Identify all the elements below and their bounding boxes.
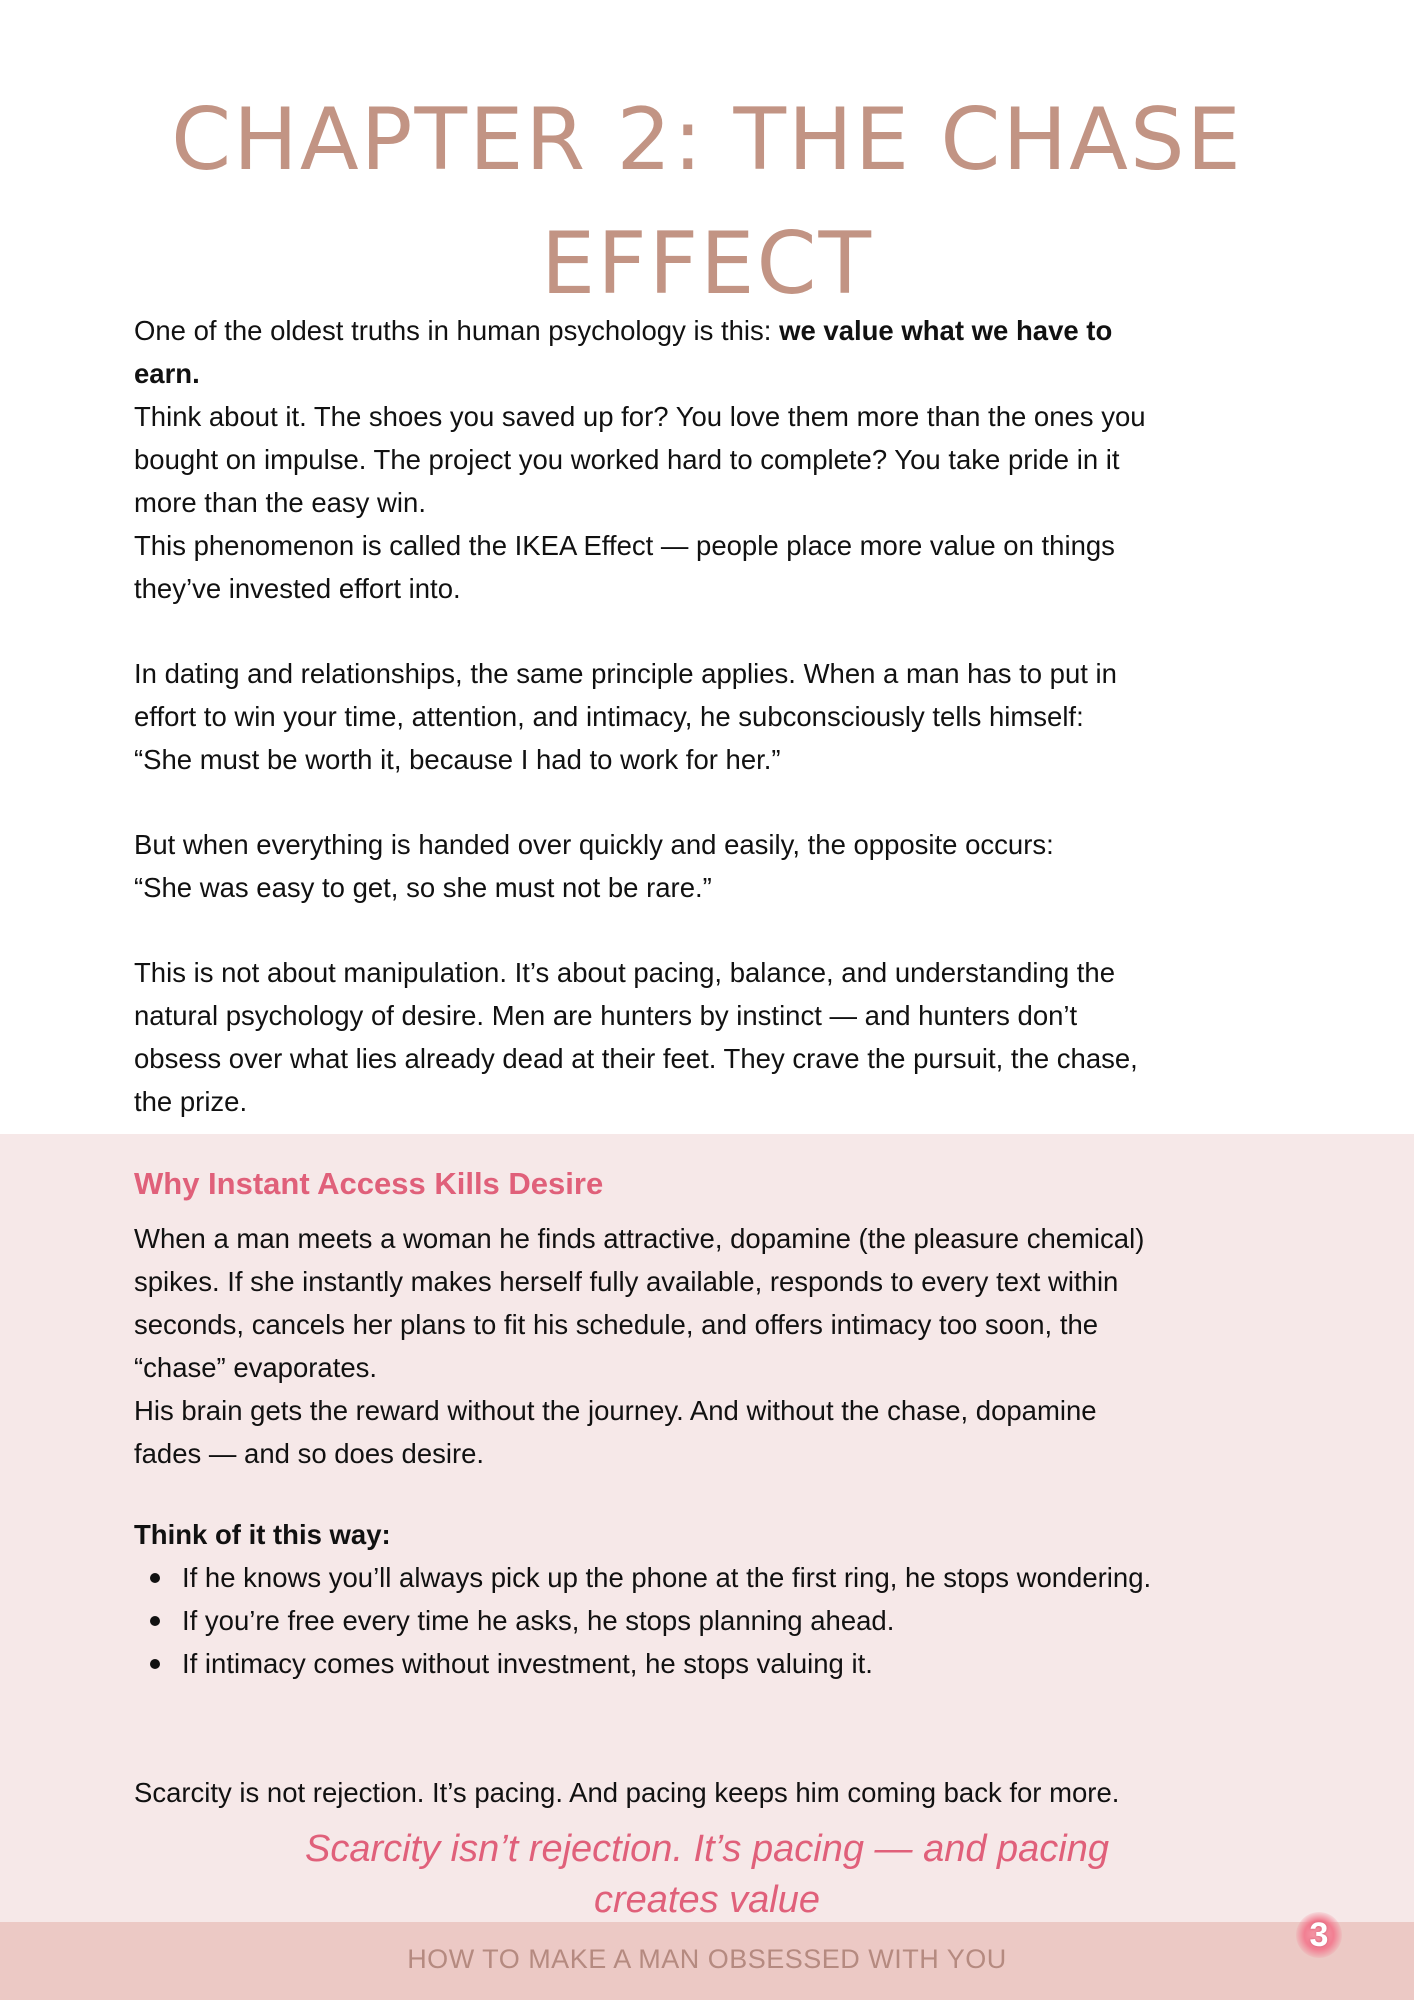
text-line: “chase” evaporates. [134, 1352, 378, 1383]
intro-bold-text-end: earn. [134, 358, 200, 389]
section-paragraph-2 [134, 1389, 1265, 1475]
text-line: natural psychology of desire. Men are hunters by instinct — and hunters don’t [134, 1000, 1078, 1031]
text-line: the prize. [134, 1086, 248, 1117]
intro-paragraph-1 [134, 309, 1265, 395]
think-label-text: Think of it this way: [134, 1519, 391, 1550]
section-heading: Why Instant Access Kills Desire [134, 1166, 604, 1201]
text-line: seconds, cancels her plans to fit his schedule, and offers intimacy too soon, the [134, 1309, 1099, 1340]
section-paragraph-1 [134, 1217, 1265, 1389]
chapter-title-line-2: EFFECT [540, 214, 874, 314]
text-line: “She must be worth it, because I had to work for her.” [134, 744, 781, 775]
closing-paragraph [134, 1771, 1265, 1814]
pull-quote-line-1: Scarcity isn’t rejection. It’s pacing — and pacing [304, 1828, 1110, 1870]
text-line: spikes. If she instantly makes herself fully available, responds to every text within [134, 1266, 1119, 1297]
text-line: In dating and relationships, the same principle applies. When a man has to put in [134, 658, 1117, 689]
page-number: 3 [1309, 1915, 1329, 1954]
intro-paragraph-3 [134, 524, 1265, 610]
intro-paragraph-6 [134, 951, 1265, 1123]
text-line: Think about it. The shoes you saved up for? You love them more than the ones you [134, 401, 1146, 432]
footer-book-title: HOW TO MAKE A MAN OBSESSED WITH YOU [407, 1944, 1007, 1974]
intro-paragraph-4 [134, 652, 1265, 781]
text-line: This is not about manipulation. It’s about pacing, balance, and understanding the [134, 957, 1116, 988]
chapter-title [0, 78, 1414, 326]
text-line: fades — and so does desire. [134, 1438, 485, 1469]
pull-quote-line-2: creates value [593, 1879, 820, 1921]
pull-quote [0, 1824, 1414, 1926]
text-line: When a man meets a woman he finds attractive, dopamine (the pleasure chemical) [134, 1223, 1145, 1254]
list-item: If you’re free every time he asks, he stops planning ahead. [134, 1599, 1265, 1642]
bullet-list [134, 1556, 1265, 1685]
footer-bar [0, 1922, 1414, 2000]
text-line: effort to win your time, attention, and intimacy, he subconsciously tells himself: [134, 701, 1084, 732]
intro-lead-text: One of the oldest truths in human psychology is this: [134, 315, 772, 346]
text-line: bought on impulse. The project you worked hard to complete? You take pride in it [134, 444, 1120, 475]
think-label [134, 1513, 1265, 1556]
text-line: “She was easy to get, so she must not be rare.” [134, 872, 712, 903]
list-item: If intimacy comes without investment, he stops valuing it. [134, 1642, 1265, 1685]
text-line: This phenomenon is called the IKEA Effect — people place more value on things [134, 530, 1115, 561]
text-line: obsess over what lies already dead at their feet. They crave the pursuit, the chase, [134, 1043, 1138, 1074]
intro-paragraph-5 [134, 823, 1265, 909]
intro-paragraph-2 [134, 395, 1265, 524]
text-line: more than the easy win. [134, 487, 426, 518]
text-line: they’ve invested effort into. [134, 573, 461, 604]
text-line: Scarcity is not rejection. It’s pacing. And pacing keeps him coming back for more. [134, 1777, 1120, 1808]
chapter-title-line-1: CHAPTER 2: THE CHASE [171, 90, 1243, 190]
text-line: But when everything is handed over quickly and easily, the opposite occurs: [134, 829, 1054, 860]
text-line: His brain gets the reward without the journey. And without the chase, dopamine [134, 1395, 1097, 1426]
list-item: If he knows you’ll always pick up the phone at the first ring, he stops wondering. [134, 1556, 1265, 1599]
page-number-badge [1296, 1912, 1342, 1958]
intro-bold-text: we value what we have to [779, 315, 1113, 346]
